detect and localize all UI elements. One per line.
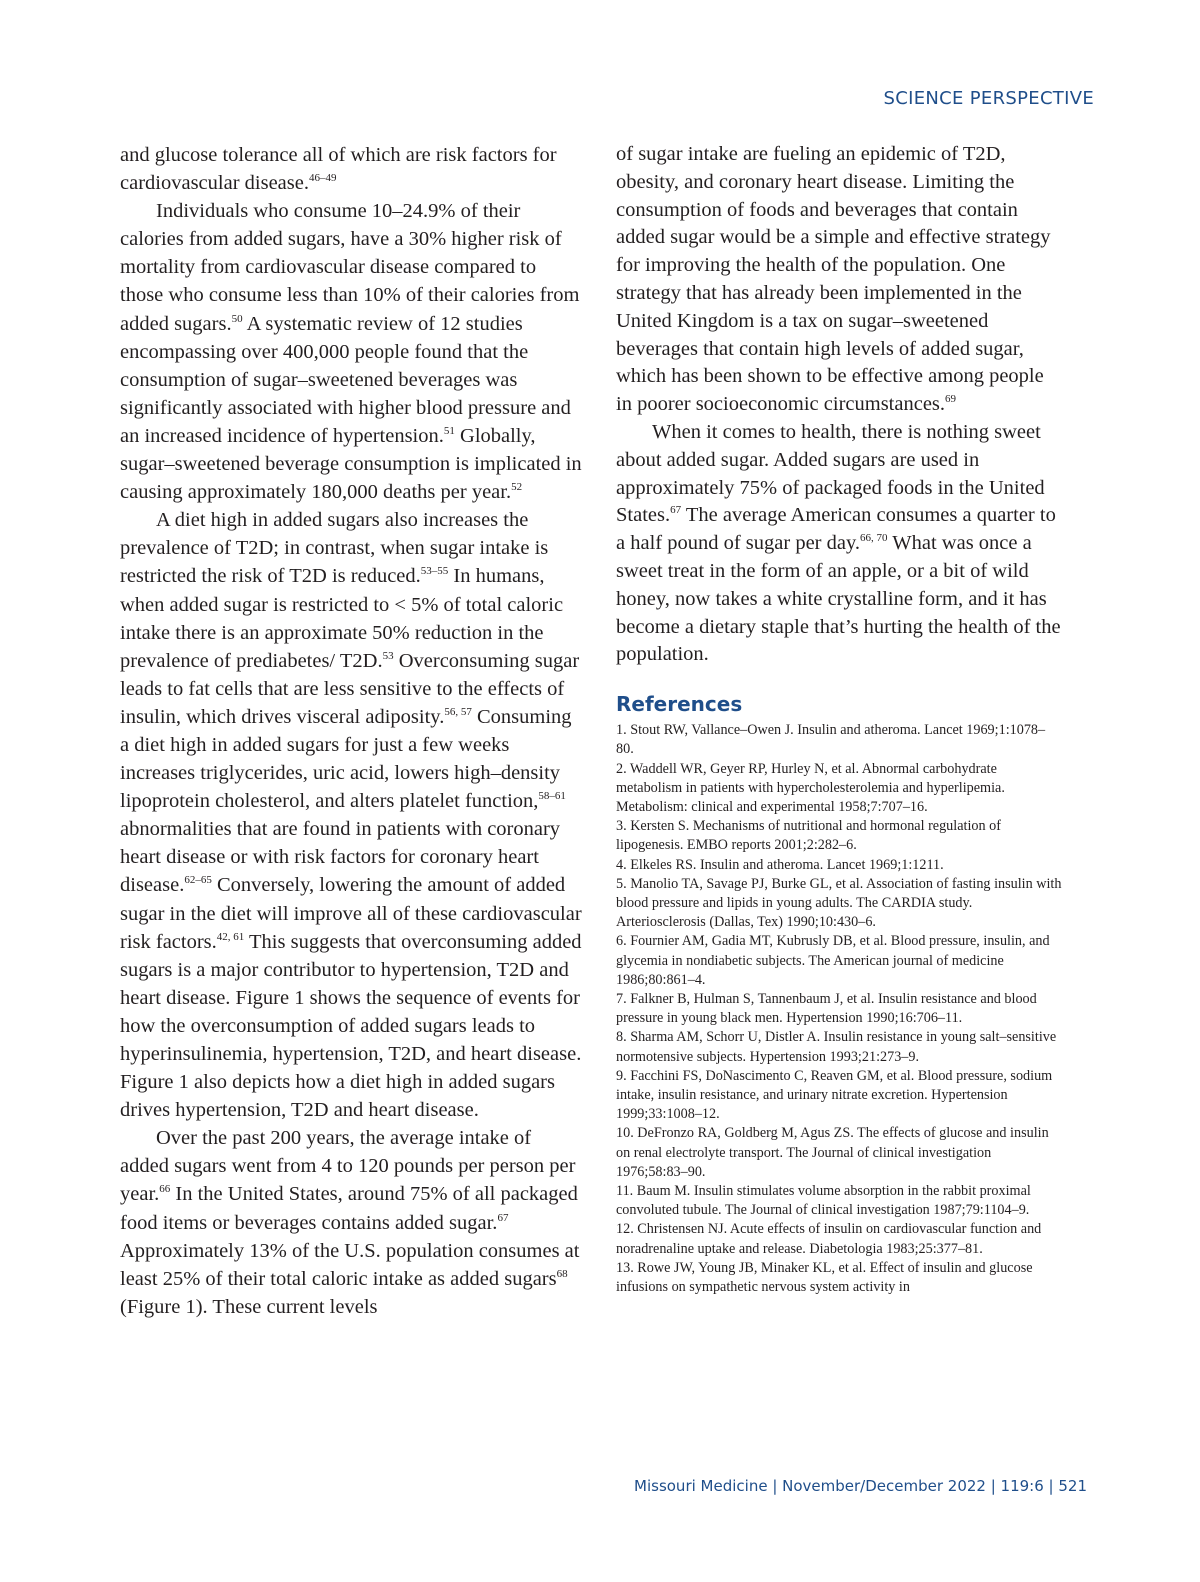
reference-list [616, 721, 1062, 1297]
paragraph: of sugar intake are fueling an epidemic of T2D, obesity, and coronary heart disease. Limiting the consumption of foods and beverages that contain added sugar would be a simple and effective strategy for improving the health of the population. One strategy that has already been implemented in the United Kingdom is a tax on sugar–sweetened beverages that contain high levels of added sugar, which has been shown to be effective among people in poorer socioeconomic circumstances.$^{69}$ [616, 143, 1051, 416]
reference-item: 10. DeFronzo RA, Goldberg M, Agus ZS. The effects of glucose and insulin on renal electrolyte transport. The Journal of clinical investigation 1976;58:83–90. [616, 1125, 1049, 1180]
left-column [120, 141, 582, 1321]
reference-item: 8. Sharma AM, Schorr U, Distler A. Insulin resistance in young salt–sensitive normotensive subjects. Hypertension 1993;21:273–9. [616, 1029, 1057, 1065]
reference-item: 4. Elkeles RS. Insulin and atheroma. Lancet 1969;1:1211. [616, 856, 944, 873]
reference-item: 12. Christensen NJ. Acute effects of insulin on cardiovascular function and noradrenaline uptake and release. Diabetologia 1983;25:377–81. [616, 1221, 1042, 1257]
reference-item: 5. Manolio TA, Savage PJ, Burke GL, et al. Association of fasting insulin with blood pressure and lipids in young adults. The CARDIA study. Arteriosclerosis (Dallas, Tex) 1990;10:430–6. [616, 875, 1062, 931]
paragraph: Individuals who consume 10–24.9% of their calories from added sugars, have a 30% higher risk of mortality from cardiovascular disease compared to those who consume less than 10% of their calories from added sugars.$^{50}$ A systematic review of 12 studies encompassing over 400,000 people found that the consumption of sugar–sweetened beverages was significantly associated with higher blood pressure and an increased incidence of hypertension.$^{51}$ Globally, sugar–sweetened beverage consumption is implicated in causing approximately 180,000 deaths per year.$^{52}$ [120, 200, 582, 504]
reference-item: 13. Rowe JW, Young JB, Minaker KL, et al. Effect of insulin and glucose infusions on sympathetic nervous system activity in [616, 1259, 1033, 1296]
reference-item: 3. Kersten S. Mechanisms of nutritional and hormonal regulation of lipogenesis. EMBO reports 2001;2:282–6. [616, 818, 1001, 854]
paragraph: and glucose tolerance all of which are risk factors for cardiovascular disease.$^{46-49}$ [120, 144, 557, 195]
reference-item: 7. Falkner B, Hulman S, Tannenbaum J, et al. Insulin resistance and blood pressure in young black men. Hypertension 1990;16:706–11. [616, 990, 1037, 1027]
page-footer: Missouri Medicine | November/December 2022 | 119:6 | 521 [634, 1477, 1087, 1495]
right-column [616, 141, 1062, 1297]
paragraph: When it comes to health, there is nothing sweet about added sugar. Added sugars are used in approximately 75% of packaged foods in the United States.$^{67}$ The average American consumes a quarter to a half pound of sugar per day.$^{66, 70}$ What was once a sweet treat in the form of an apple, or a bit of wild honey, now takes a white crystalline form, and it has become a dietary staple that’s hurting the health of the population. [616, 420, 1061, 666]
reference-item: 6. Fournier AM, Gadia MT, Kubrusly DB, et al. Blood pressure, insulin, and glycemia in nondiabetic subjects. The American journal of medicine 1986;80:861–4. [616, 933, 1050, 988]
section-header: SCIENCE PERSPECTIVE [883, 88, 1094, 109]
reference-item: 9. Facchini FS, DoNascimento C, Reaven GM, et al. Blood pressure, sodium intake, insulin resistance, and urinary nitrate excretion. Hypertension 1999;33:1008–12. [616, 1067, 1053, 1123]
reference-item: 11. Baum M. Insulin stimulates volume absorption in the rabbit proximal convoluted tubule. The Journal of clinical investigation 1987;79:1104–9. [616, 1183, 1031, 1219]
reference-item: 1. Stout RW, Vallance–Owen J. Insulin and atheroma. Lancet 1969;1:1078–80. [616, 722, 1046, 758]
paragraph: Over the past 200 years, the average intake of added sugars went from 4 to 120 pounds per person per year.$^{66}$ In the United States, around 75% of all packaged food items or beverages contains added sugar.$^{67}$ Approximately 13% of the U.S. population consumes at least 25% of their total caloric intake as added sugars$^{68}$ (Figure 1). These current levels [120, 1127, 580, 1318]
reference-item: 2. Waddell WR, Geyer RP, Hurley N, et al. Abnormal carbohydrate metabolism in patients with hypercholesterolemia and hyperlipemia. Metabolism: clinical and experimental 1958;7:707–16. [616, 760, 1005, 815]
references-heading: References [616, 692, 743, 717]
paragraph: A diet high in added sugars also increases the prevalence of T2D; in contrast, when sugar intake is restricted the risk of T2D is reduced.$^{53-55}$ In humans, when added sugar is restricted to < 5% of total caloric intake there is an approximate 50% reduction in the prevalence of prediabetes/ T2D.$^{53}$ Overconsuming sugar leads to fat cells that are less sensitive to the effects of insulin, which drives visceral adiposity.$^{56, 57}$ Consuming a diet high in added sugars for just a few weeks increases triglycerides, uric acid, lowers high–density lipoprotein cholesterol, and alters platelet function,$^{58-61}$ abnormalities that are found in patients with coronary heart disease or with risk factors for coronary heart disease.$^{62-65}$ Conversely, lowering the amount of added sugar in the diet will improve all of these cardiovascular risk factors.$^{42, 61}$ This suggests that overconsuming added sugars is a major contributor to hypertension, T2D and heart disease. Figure 1 shows the sequence of events for how the overconsumption of added sugars leads to hyperinsulinemia, hypertension, T2D, and heart disease. Figure 1 also depicts how a diet high in added sugars drives hypertension, T2D and heart disease. [120, 509, 582, 1122]
